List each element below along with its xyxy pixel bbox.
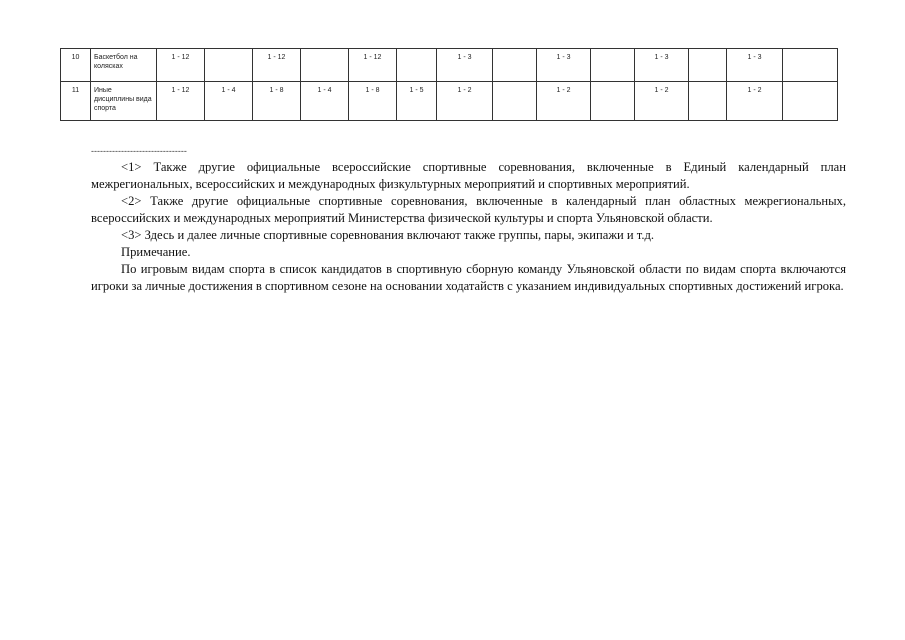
footnote-separator: -------------------------------- — [91, 146, 187, 156]
table-cell: 1 - 8 — [253, 82, 301, 121]
table-cell: 1 - 12 — [157, 82, 205, 121]
sports-table — [60, 48, 838, 121]
table-cell — [205, 49, 253, 82]
table-cell — [591, 49, 635, 82]
table-cell: 1 - 3 — [635, 49, 689, 82]
table-cell: 1 - 12 — [157, 49, 205, 82]
sport-name: Иные дисциплины вида спорта — [91, 82, 157, 121]
table-cell — [397, 49, 437, 82]
table-cell — [493, 82, 537, 121]
row-number: 11 — [61, 82, 91, 121]
table-cell — [783, 82, 838, 121]
table-cell — [689, 49, 727, 82]
table-cell: 1 - 4 — [301, 82, 349, 121]
table-cell: 1 - 12 — [349, 49, 397, 82]
sport-name: Баскетбол на колясках — [91, 49, 157, 82]
table-cell — [301, 49, 349, 82]
table-cell — [493, 49, 537, 82]
table-cell: 1 - 3 — [437, 49, 493, 82]
table-row — [61, 49, 838, 82]
table-cell: 1 - 2 — [727, 82, 783, 121]
footnote-2: <2> Также другие официальные спортивные соревнования, включенные в календарный план областных межрегиональных, всероссийских и международных мероприятий Министерства физической культуры и спорта Ульяновской области. — [91, 194, 846, 225]
table-cell: 1 - 2 — [635, 82, 689, 121]
table-cell: 1 - 3 — [727, 49, 783, 82]
table-cell: 1 - 2 — [437, 82, 493, 121]
table-cell: 1 - 12 — [253, 49, 301, 82]
table-cell: 1 - 3 — [537, 49, 591, 82]
note-text: По игровым видам спорта в список кандидатов в спортивную сборную команду Ульяновской области по видам спорта включаются игроки за личные достижения в спортивном сезоне на основании ходатайств с указанием индивидуальных спортивных достижений игрока. — [91, 262, 846, 293]
note-heading: Примечание. — [121, 245, 191, 259]
table-cell: 1 - 8 — [349, 82, 397, 121]
row-number: 10 — [61, 49, 91, 82]
footnotes-block — [91, 159, 846, 295]
table-cell — [591, 82, 635, 121]
footnote-1: <1> Также другие официальные всероссийские спортивные соревнования, включенные в Единый календарный план межрегиональных, всероссийских и международных физкультурных мероприятий и спортивных мероприятий. — [91, 160, 846, 191]
table-row — [61, 82, 838, 121]
table-cell: 1 - 5 — [397, 82, 437, 121]
footnote-3: <3> Здесь и далее личные спортивные соревнования включают также группы, пары, экипажи и т.д. — [121, 228, 655, 242]
table-cell: 1 - 4 — [205, 82, 253, 121]
table-cell — [689, 82, 727, 121]
table-cell — [783, 49, 838, 82]
table-cell: 1 - 2 — [537, 82, 591, 121]
